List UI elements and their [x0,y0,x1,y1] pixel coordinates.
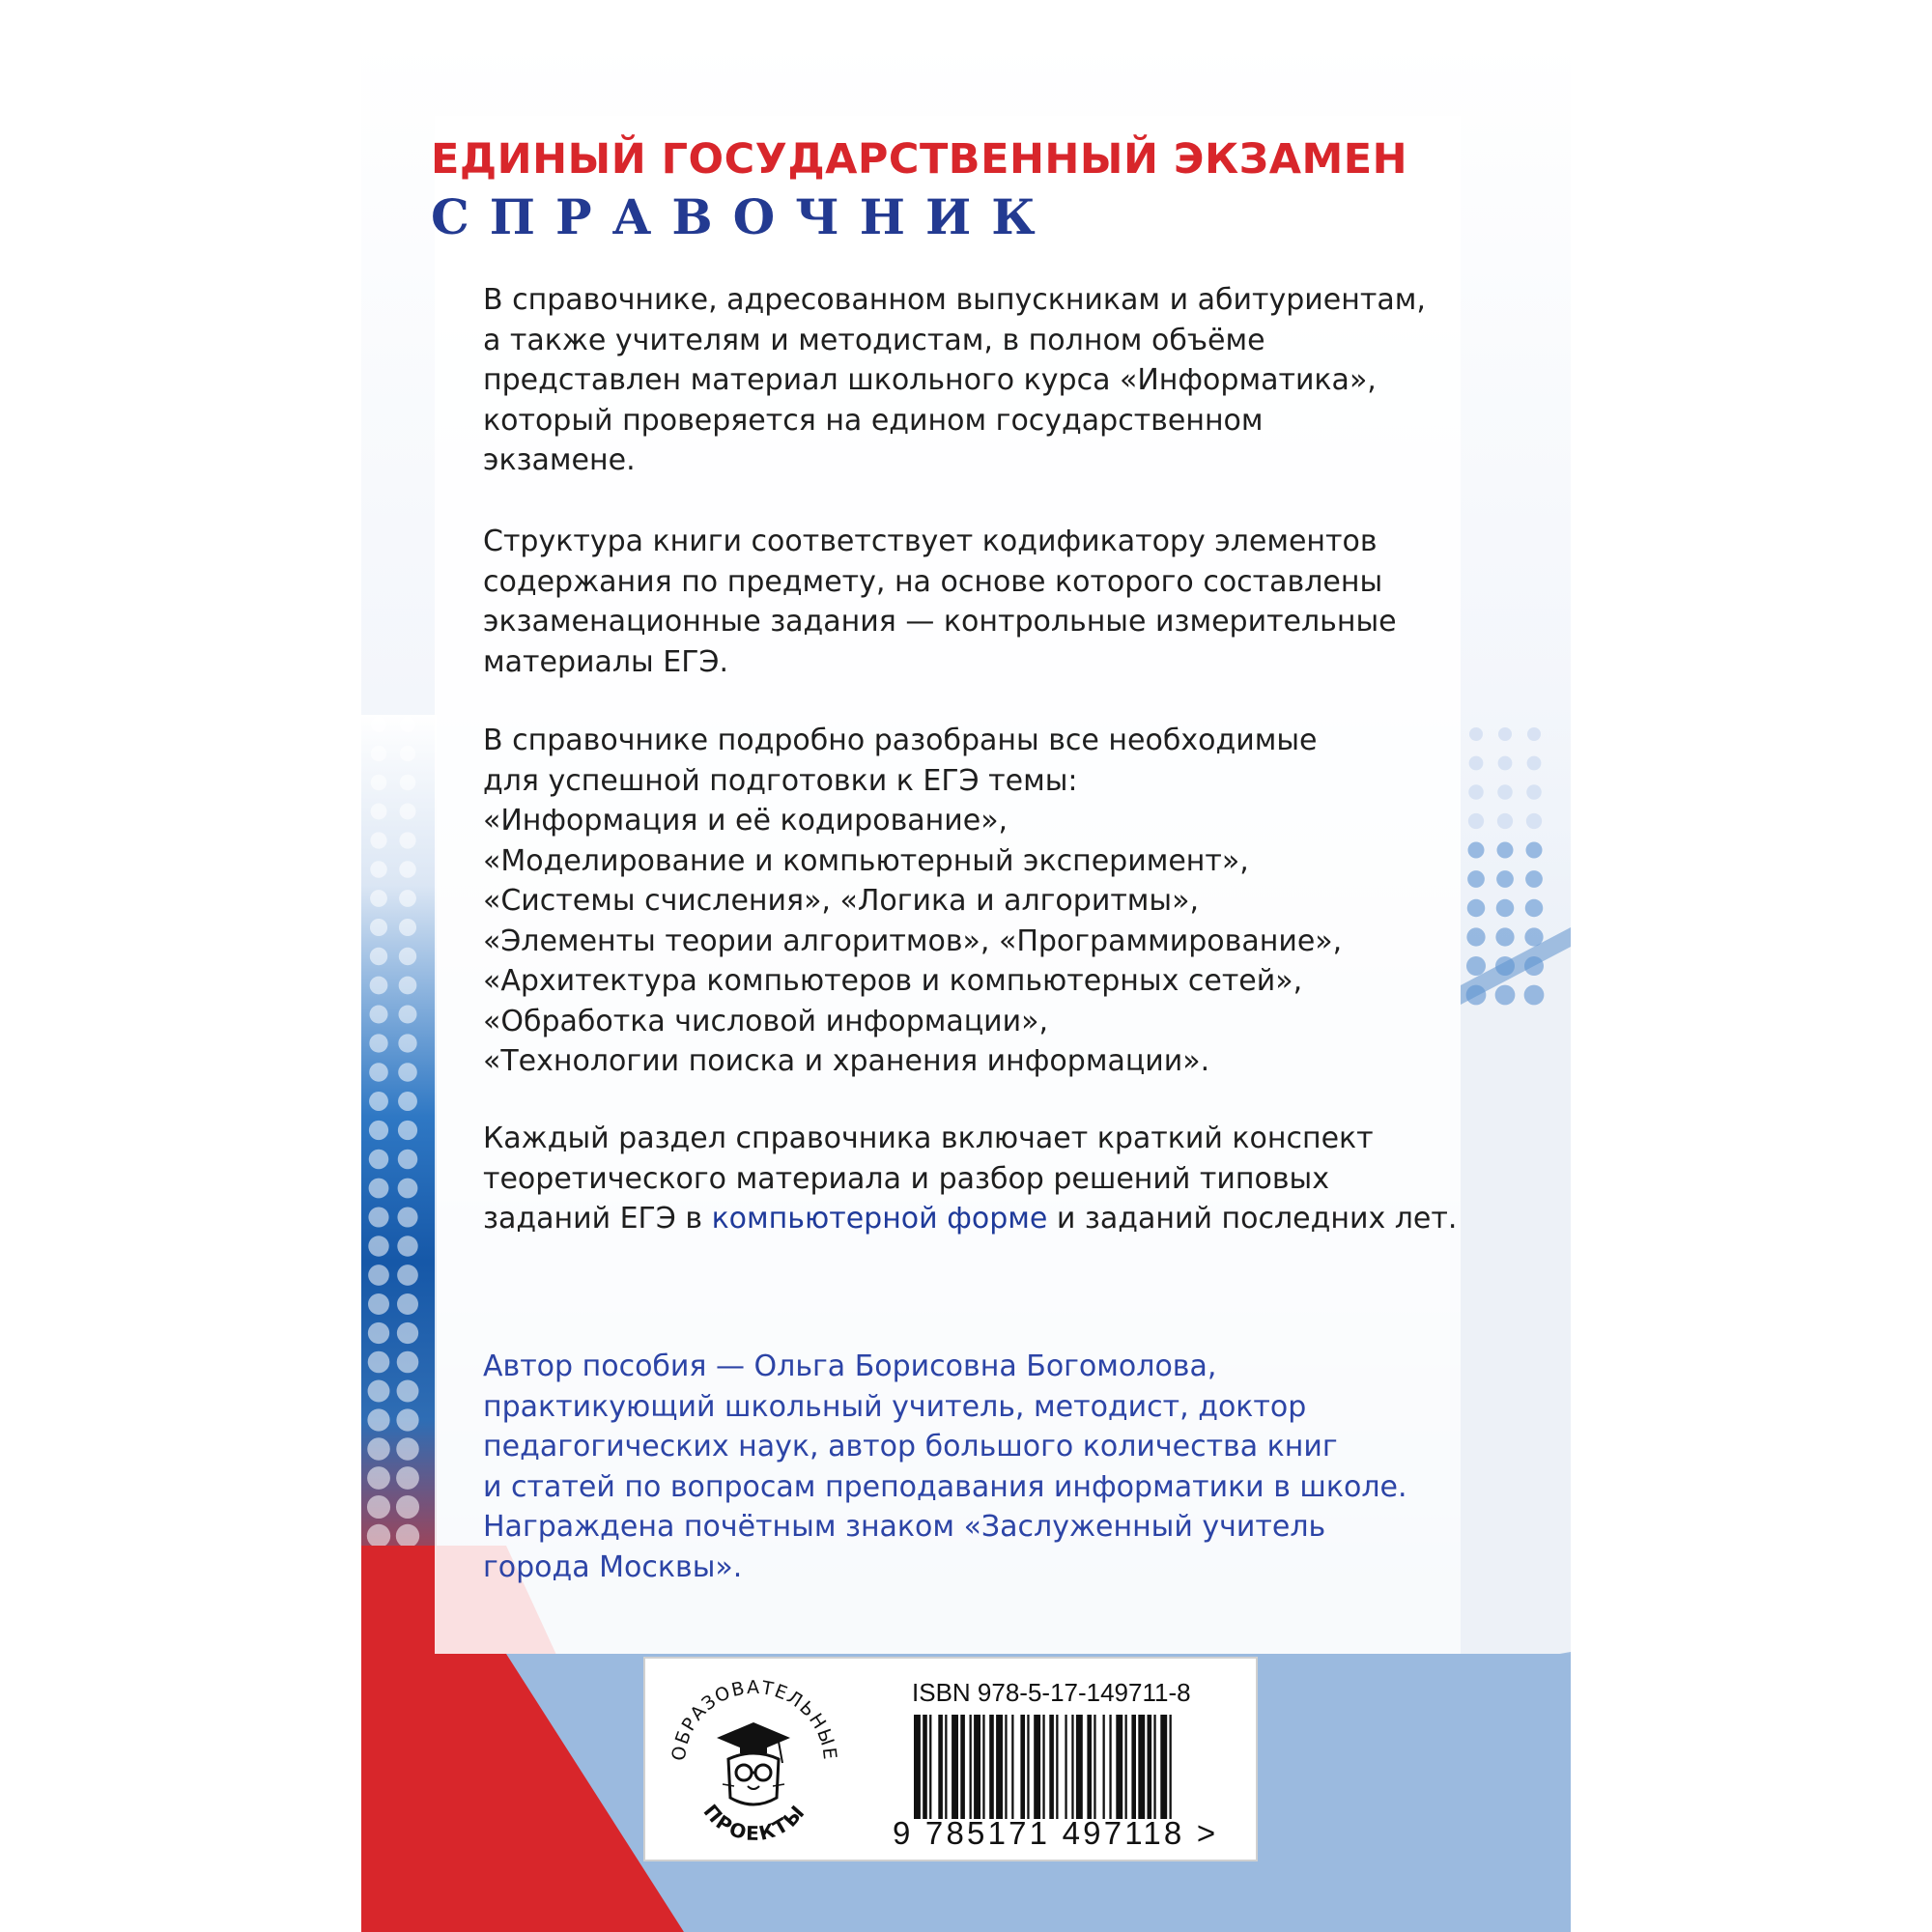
decorative-dot [368,1322,389,1344]
barcode-bar [929,1715,931,1819]
barcode-bar [1160,1715,1167,1819]
decorative-dot [397,1293,418,1315]
paragraph-topics [483,721,1449,1082]
paragraph-sections [483,1119,1458,1239]
barcode-bar [996,1715,1003,1819]
decorative-dot [400,746,415,761]
decorative-dot [398,1179,418,1199]
barcode-bar [1087,1715,1092,1819]
decorative-dot [1469,756,1484,771]
paragraph-structure [483,522,1449,682]
decorative-dot [368,1351,390,1374]
decorative-dot [367,1437,390,1461]
barcode-bar [923,1715,927,1819]
barcode-digits: 9 785171 497118 > [893,1815,1219,1851]
text-line: который проверяется на едином государственном [483,403,1264,438]
decorative-dot [369,1034,387,1052]
author-bio [483,1347,1449,1587]
text-fragment: и заданий последних лет. [1047,1202,1458,1236]
decorative-dot [396,1466,419,1490]
text-line: экзамене. [483,443,636,477]
barcode-bar [1148,1715,1152,1819]
text-line: экзаменационные задания — контрольные измерительные [483,605,1397,639]
paragraph-intro [483,280,1449,481]
decorative-dot [398,1063,417,1082]
publisher-footer [643,1657,1258,1861]
decorative-dot [368,1207,388,1227]
author-line: педагогических наук, автор большого количества книг [483,1430,1338,1463]
isbn-number: ISBN 978-5-17-149711-8 [912,1678,1191,1707]
decorative-dot [370,919,387,936]
barcode-bar [1116,1715,1122,1819]
decorative-dot [371,746,386,761]
decorative-dot [369,1150,389,1170]
decorative-dot [400,804,416,820]
decorative-dot [397,1380,419,1403]
decorative-dot [397,1351,419,1374]
decorative-dot [396,1524,419,1548]
highlighted-text: компьютерной форме [711,1202,1048,1236]
decorative-dot [1496,870,1514,888]
decorative-dot [399,861,416,878]
barcode-bar [1027,1715,1029,1819]
decorative-dot [399,1006,417,1024]
decorative-dot [398,1034,416,1052]
decorative-dot [1466,956,1486,976]
decorative-dot [368,1264,389,1286]
decorative-dot [1526,813,1542,829]
decorative-dot [371,775,387,791]
decorative-dot [1498,756,1513,771]
text-fragment: заданий ЕГЭ в [483,1202,712,1236]
text-line: а также учителям и методистам, в полном объёме [483,323,1265,357]
barcode-bar [1170,1715,1172,1819]
publisher-logo [659,1666,848,1856]
barcode-bar [945,1715,947,1819]
decorative-dot [397,1207,417,1227]
topic-line: «Элементы теории алгоритмов», «Программирование», [483,923,1343,958]
decorative-dot [1468,842,1485,859]
decorative-dot [1524,927,1543,946]
text-line: Каждый раздел справочника включает краткий конспект [483,1122,1374,1155]
text-line: материалы ЕГЭ. [483,644,729,679]
author-line: города Москвы». [483,1549,743,1584]
dot-pattern-right [1466,727,1545,1005]
author-line: Автор пособия — Ольга Борисовна Богомолова, [483,1350,1217,1383]
barcode-bar [982,1715,984,1819]
decorative-dot [1469,727,1483,741]
decorative-dot [1526,842,1543,859]
topic-line: «Архитектура компьютеров и компьютерных сетей», [483,964,1303,998]
topic-line: «Информация и её кодирование», [483,804,1009,838]
barcode-bar [1125,1715,1127,1819]
barcode-bar [1138,1715,1145,1819]
decorative-dot [398,1092,417,1111]
decorative-dot [1467,899,1486,918]
decorative-dot [1495,956,1515,976]
decorative-dot [399,948,416,965]
decorative-dot [1495,927,1514,946]
decorative-dot [368,1236,388,1256]
decorative-dot [398,1121,417,1140]
text-line: содержания по предмету, на основе которого составлены [483,564,1383,599]
decorative-dot [369,1179,389,1199]
text-line: В справочнике подробно разобраны все необходимые [483,724,1318,757]
decorative-dot [399,890,416,907]
decorative-dot [1497,813,1513,829]
text-line: В справочнике, адресованном выпускникам и абитуриентам, [483,283,1426,317]
decorative-dot [1466,985,1487,1006]
decorative-dot [370,977,388,995]
logo-top-text: ОБРАЗОВАТЕЛЬНЫЕ [668,1676,841,1763]
decorative-dot [369,1092,388,1111]
decorative-dot [400,717,415,732]
decorative-dot [1524,956,1544,976]
barcode-bar [974,1715,980,1819]
barcode-bar [1109,1715,1111,1819]
barcode-bar [989,1715,994,1819]
topic-line: «Технологии поиска и хранения информации». [483,1044,1210,1078]
decorative-dot [1525,899,1544,918]
decorative-dot [369,1063,388,1082]
decorative-dot [368,1293,389,1315]
decorative-dot [370,890,387,907]
barcode-bar [1056,1715,1058,1819]
decorative-dot [367,1408,389,1431]
decorative-dot [370,1006,388,1024]
topic-line: «Системы счисления», «Логика и алгоритмы», [483,884,1200,918]
decorative-dot [1497,842,1514,859]
decorative-dot [399,977,417,995]
decorative-dot [370,861,387,878]
barcode-bar [1005,1715,1007,1819]
series-title: ЕДИНЫЙ ГОСУДАРСТВЕННЫЙ ЭКЗАМЕН [431,135,1408,184]
decorative-dot [1468,784,1484,800]
book-type-title: СПРАВОЧНИК [431,188,1056,245]
decorative-dot [396,1495,419,1519]
decorative-dot [367,1524,390,1548]
decorative-dot [371,717,386,732]
barcode-bar [938,1715,943,1819]
decorative-dot [1527,756,1542,771]
decorative-dot [397,1236,417,1256]
decorative-dot [398,1150,418,1170]
barcode [914,1715,1231,1819]
decorative-dot [399,832,415,848]
decorative-dot [1498,727,1512,741]
decorative-dot [397,1322,418,1344]
barcode-bar [1076,1715,1083,1819]
decorative-dot [371,804,387,820]
text-line: для успешной подготовки к ЕГЭ темы: [483,763,1078,798]
decorative-dot [1524,985,1545,1006]
decorative-dot [399,919,416,936]
decorative-dot [1466,927,1485,946]
barcode-bar [1049,1715,1054,1819]
barcode-bar [960,1715,965,1819]
barcode-bar [1042,1715,1044,1819]
text-line: Структура книги соответствует кодификатору элементов [483,525,1378,558]
text-line: теоретического материала и разбор решений типовых [483,1161,1329,1196]
decorative-dot [1467,870,1485,888]
barcode-bar [1153,1715,1155,1819]
author-line: и статей по вопросам преподавания информатики в школе. [483,1469,1407,1504]
decorative-dot [1497,784,1513,800]
barcode-bar [1094,1715,1095,1819]
decorative-dot [396,1437,419,1461]
decorative-dot [1468,813,1484,829]
decorative-dot [367,1495,390,1519]
logo-bottom-text: ПРОЕКТЫ [698,1799,810,1845]
barcode-bar [1131,1715,1136,1819]
decorative-dot [1527,727,1541,741]
decorative-dot [1526,784,1542,800]
text-line [483,1199,1458,1239]
right-white-panel [1461,947,1571,1671]
decorative-dot [369,1121,388,1140]
barcode-bar [952,1715,958,1819]
topic-line: «Обработка числовой информации», [483,1004,1049,1038]
decorative-dot [1525,870,1543,888]
barcode-bar [1020,1715,1025,1819]
barcode-bar [1011,1715,1013,1819]
decorative-dot [1495,985,1516,1006]
barcode-bar [914,1715,921,1819]
decorative-dot [400,775,416,791]
barcode-bar [1034,1715,1040,1819]
author-line: Награждена почётным знаком «Заслуженный учитель [483,1510,1326,1544]
barcode-bar [1071,1715,1073,1819]
book-back-cover [361,39,1571,1932]
barcode-bar [1103,1715,1105,1819]
text-line: представлен материал школьного курса «Информатика», [483,363,1377,397]
barcode-bar [970,1715,972,1819]
decorative-dot [397,1264,418,1286]
decorative-dot [396,1408,418,1431]
decorative-dot [1496,899,1515,918]
decorative-dot [367,1466,390,1490]
decorative-dot [370,832,386,848]
decorative-dot [368,1380,390,1403]
owl-graduation-icon [717,1722,790,1804]
decorative-dot [370,948,387,965]
author-line: практикующий школьный учитель, методист, доктор [483,1389,1307,1424]
barcode-bar [1065,1715,1066,1819]
topic-line: «Моделирование и компьютерный эксперимент», [483,843,1249,878]
